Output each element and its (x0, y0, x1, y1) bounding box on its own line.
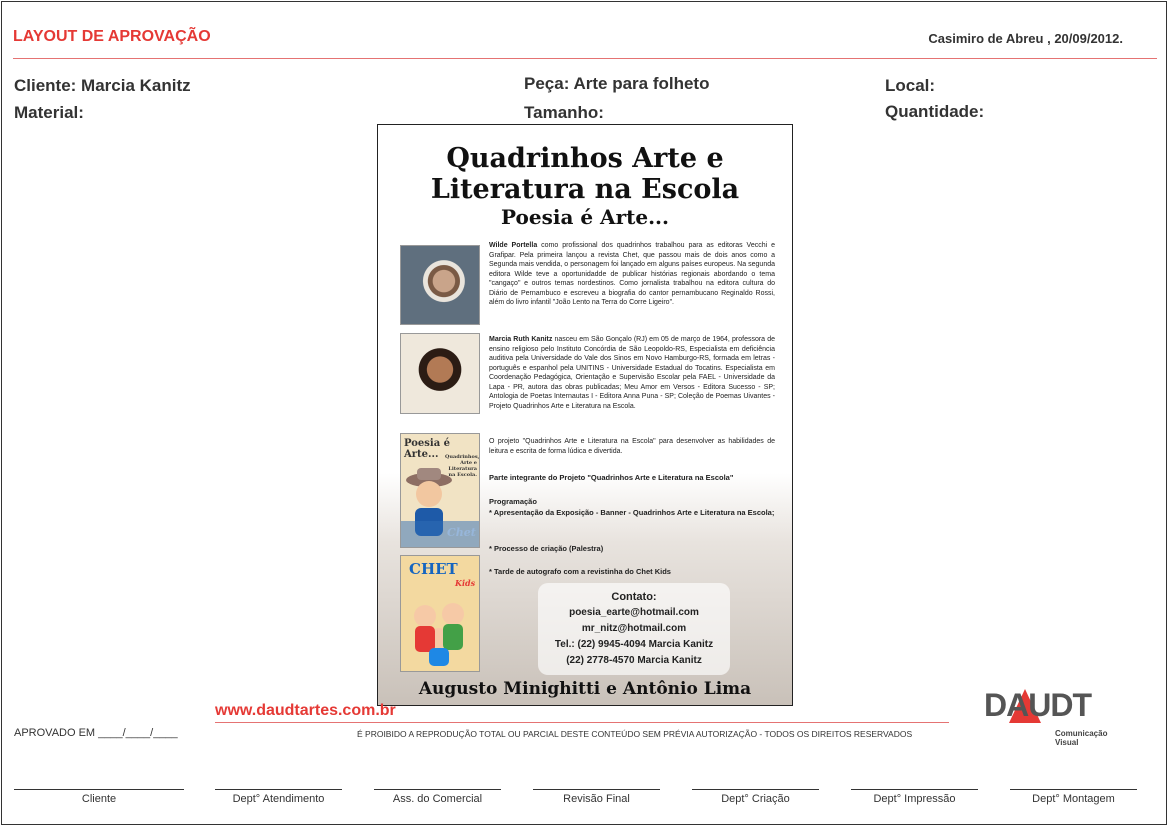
logo-subtitle: Comunicação Visual (1055, 729, 1108, 747)
signature-cliente (14, 789, 184, 817)
signature-atendimento (215, 789, 342, 817)
signature-label: Revisão Final (563, 793, 630, 805)
poster-subtitle: Poesia é Arte... (501, 205, 669, 229)
poster-title-line2: Literatura na Escola (430, 174, 740, 205)
poster-authors: Augusto Minighitti e Antônio Lima (418, 679, 752, 699)
bio-wilde (489, 241, 775, 308)
programacao-heading: Programação (489, 497, 537, 506)
footer-divider (215, 722, 949, 723)
poster-title-line1: Quadrinhos Arte e (446, 143, 724, 174)
cliente-field: Cliente: Marcia Kanitz (14, 76, 191, 95)
bio-marcia (489, 335, 775, 411)
kids-characters-illustration (405, 592, 475, 668)
contact-phone-2: (22) 2778-4570 Marcia Kanitz (566, 655, 702, 666)
signature-line (1010, 789, 1137, 790)
signature-line (215, 789, 342, 790)
marcia-kanitz-photo (400, 333, 480, 414)
signature-label: Cliente (81, 793, 117, 805)
programacao-item-3: * Tarde de autografo com a revistinha do Chet Kids (489, 567, 671, 576)
bio-wilde-text: como profissional dos quadrinhos trabalhou para as editoras Vecchi e Grafipar. Pela primeira lançou a revista Chet, que passou mais de dois anos como a Segunda mais vendida, o personagem foi lançado em alguns países europeus. Na segunda editora Wilde teve a oportunidadde de publicar histórias regionais abordando o tema "cangaço" e outros temas nordestinos. Como jornalista trabalhou na editora cultura do Diário de Pernambuco e escreveu a biografia do cantor pernambucano Reginaldo Rossi, além do livro infantil "João Lento na Terra do Corre Ligeiro". (489, 242, 775, 306)
page-title: LAYOUT DE APROVAÇÃO (13, 28, 211, 45)
project-integrante: Parte integrante do Projeto "Quadrinhos Arte e Literatura na Escola" (489, 473, 734, 482)
project-description: O projeto "Quadrinhos Arte e Literatura na Escola" para desenvolver as habilidades de leitura e escrita de forma lúdica e divertida. (489, 438, 775, 455)
date-location: Casimiro de Abreu , 20/09/2012. (928, 31, 1123, 46)
book-cover-band (401, 521, 479, 547)
signature-montagem (1010, 789, 1137, 817)
contact-title: Contato: (611, 591, 657, 603)
signature-line (851, 789, 978, 790)
signature-comercial (374, 789, 501, 817)
signature-line (14, 789, 184, 790)
header-divider (13, 58, 1157, 59)
tamanho-field: Tamanho: (524, 103, 604, 122)
chet-kids-subtitle: Kids (455, 578, 476, 588)
book-cover-title: Poesia é Arte... (404, 438, 451, 460)
book-cover-subtitle: Quadrinhos, Arte e Literatura na Escola. (445, 454, 480, 478)
poster-artwork (377, 124, 793, 706)
contact-phone-1: Tel.: (22) 9945-4094 Marcia Kanitz (554, 639, 714, 650)
signature-line (692, 789, 819, 790)
material-field: Material: (14, 103, 84, 122)
copyright-notice: É PROIBIDO A REPRODUÇÃO TOTAL OU PARCIAL DESTE CONTEÚDO SEM PRÉVIA AUTORIZAÇÃO - TODOS OS DIREITOS RESERVADOS (357, 729, 913, 739)
quantidade-field: Quantidade: (885, 102, 985, 121)
bio-marcia-text: nasceu em São Gonçalo (RJ) em 05 de março de 1964, professora de ensino religioso pelo Instituto Concórdia de São Leopoldo-RS, Especialista em deficiência auditiva pela Universidade do Vale dos Sinos em Novo Hamburgo-RS, formada em letras - português e espanhol pela UNITINS - Universidade Estadual do Tocatins. Especialista em Coordenação Pedagógica, Orientação e Supervisão Escolar pela FAEL - Universidade da Lapa - PR, autora das obras publicadas; Meu Amor em Versos - Editora Sucesso - SP; Antologia de Poetas Internautas I - Editora Anna Puna - SP; Coleção de Poemas Uivantes - Projeto Quadrinhos Arte e Literatura na Escola. (489, 336, 775, 410)
signature-label: Dept° Atendimento (232, 793, 325, 805)
signature-label: Dept° Montagem (1032, 793, 1115, 805)
signature-revisao (533, 789, 660, 817)
programacao-item-2: * Processo de criação (Palestra) (489, 544, 604, 553)
contact-email-1: poesia_earte@hotmail.com (569, 607, 699, 618)
programacao-item-1: * Apresentação da Exposição - Banner - Quadrinhos Arte e Literatura na Escola; (489, 508, 775, 517)
approval-date-field: APROVADO EM ____/____/____ (14, 727, 178, 739)
signature-line (533, 789, 660, 790)
website-link[interactable]: www.daudtartes.com.br (215, 702, 396, 719)
poster-title (378, 143, 792, 205)
signature-label: Ass. do Comercial (392, 793, 483, 805)
book-cover-poesia (400, 433, 480, 548)
signature-criacao (692, 789, 819, 817)
bio-wilde-name: Wilde Portella (489, 242, 538, 249)
local-field: Local: (885, 76, 936, 95)
signature-label: Dept° Impressão (873, 793, 956, 805)
contact-box (538, 583, 730, 675)
signature-impressao (851, 789, 978, 817)
wilde-portella-photo (400, 245, 480, 325)
signature-label: Dept° Criação (721, 793, 790, 805)
chet-kids-cover (400, 555, 480, 672)
daudt-logo (984, 687, 1124, 747)
signature-line (374, 789, 501, 790)
bio-marcia-name: Marcia Ruth Kanitz (489, 336, 553, 343)
contact-email-2: mr_nitz@hotmail.com (581, 623, 687, 634)
chet-kids-title: CHET (409, 560, 458, 578)
peca-field: Peça: Arte para folheto (524, 74, 710, 93)
logo-text: DAUDT (984, 687, 1091, 723)
